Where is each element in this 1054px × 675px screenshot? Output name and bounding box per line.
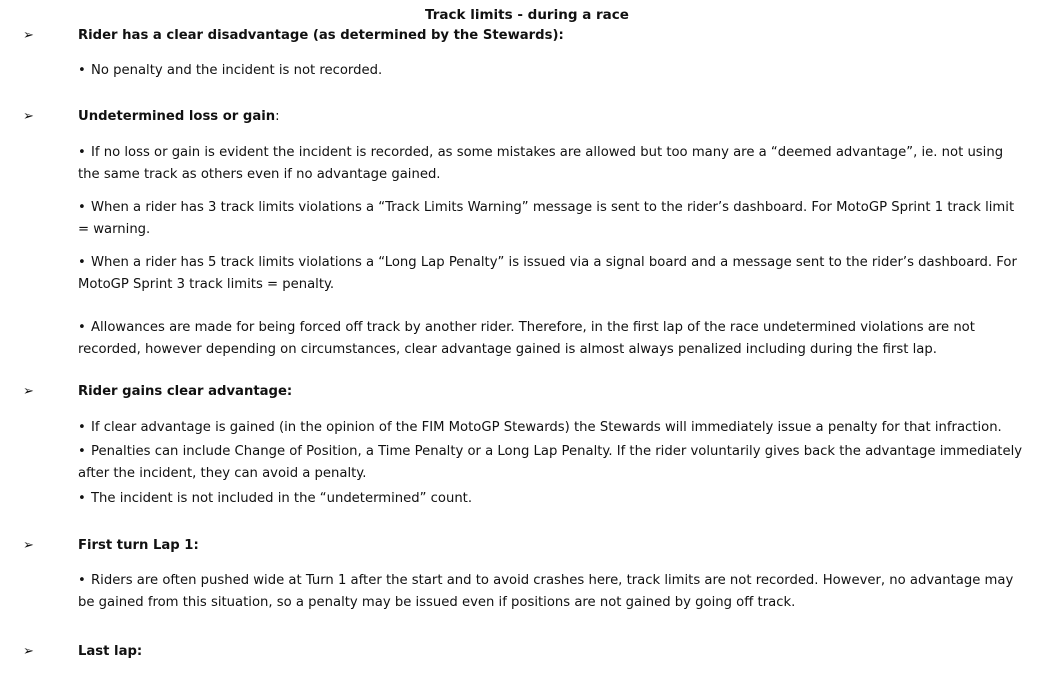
bullet-item bbox=[78, 317, 1028, 361]
bullet-text: Penalties can include Change of Position, a Time Penalty or a Long Lap Penalty. If the rider voluntarily gives back the advantage immediately after the incident, they can avoid a penalty. bbox=[78, 444, 1023, 481]
section-heading-text: Undetermined loss or gain bbox=[78, 109, 276, 124]
bullet-text: Allowances are made for being forced off track by another rider. Therefore, in the first lap of the race undetermined violations are not recorded, however depending on circumstances, clear advantage gained is almost always penalized including during the first lap. bbox=[78, 320, 975, 357]
bullet-item bbox=[78, 417, 1028, 439]
bullet-icon: • bbox=[78, 255, 86, 270]
section-heading-clear-advantage: Rider gains clear advantage: bbox=[78, 384, 293, 399]
bullet-icon: • bbox=[78, 200, 86, 215]
section-heading-last-lap: Last lap: bbox=[78, 644, 143, 659]
bullet-item bbox=[78, 252, 1028, 296]
arrow-marker-icon: ➢ bbox=[23, 538, 34, 553]
bullet-icon: • bbox=[78, 320, 86, 335]
section-heading-undetermined bbox=[78, 106, 280, 128]
bullet-item bbox=[78, 488, 1028, 510]
section-heading-suffix: : bbox=[275, 109, 280, 124]
bullet-item bbox=[78, 142, 1028, 186]
bullet-text: When a rider has 5 track limits violations a “Long Lap Penalty” is issued via a signal board and a message sent to the rider’s dashboard. For MotoGP Sprint 3 track limits = penalty. bbox=[78, 255, 1017, 292]
bullet-text: The incident is not included in the “undetermined” count. bbox=[91, 491, 473, 506]
bullet-text: Riders are often pushed wide at Turn 1 after the start and to avoid crashes here, track limits are not recorded. However, no advantage may be gained from this situation, so a penalty may be issued even if positions are not gained by going off track. bbox=[78, 573, 1014, 610]
bullet-item bbox=[78, 60, 1028, 82]
section-heading-first-turn: First turn Lap 1: bbox=[78, 538, 199, 553]
section-heading-clear-disadvantage: Rider has a clear disadvantage (as determined by the Stewards): bbox=[78, 28, 564, 43]
bullet-text: No penalty and the incident is not recorded. bbox=[91, 63, 383, 78]
bullet-icon: • bbox=[78, 491, 86, 506]
document-title: Track limits - during a race bbox=[425, 7, 629, 23]
bullet-text: If no loss or gain is evident the incident is recorded, as some mistakes are allowed but too many are a “deemed advantage”, ie. not using the same track as others even if no advantage gained. bbox=[78, 145, 1004, 182]
bullet-icon: • bbox=[78, 444, 86, 459]
bullet-text: If clear advantage is gained (in the opinion of the FIM MotoGP Stewards) the Stewards will immediately issue a penalty for that infraction. bbox=[91, 420, 1002, 435]
arrow-marker-icon: ➢ bbox=[23, 384, 34, 399]
bullet-item bbox=[78, 570, 1028, 614]
bullet-icon: • bbox=[78, 63, 86, 78]
bullet-icon: • bbox=[78, 573, 86, 588]
bullet-text: When a rider has 3 track limits violations a “Track Limits Warning” message is sent to the rider’s dashboard. For MotoGP Sprint 1 track limit = warning. bbox=[78, 200, 1015, 237]
bullet-icon: • bbox=[78, 420, 86, 435]
bullet-item bbox=[78, 197, 1028, 241]
arrow-marker-icon: ➢ bbox=[23, 28, 34, 43]
bullet-icon: • bbox=[78, 145, 86, 160]
arrow-marker-icon: ➢ bbox=[23, 644, 34, 659]
bullet-item bbox=[78, 441, 1028, 485]
arrow-marker-icon: ➢ bbox=[23, 109, 34, 124]
